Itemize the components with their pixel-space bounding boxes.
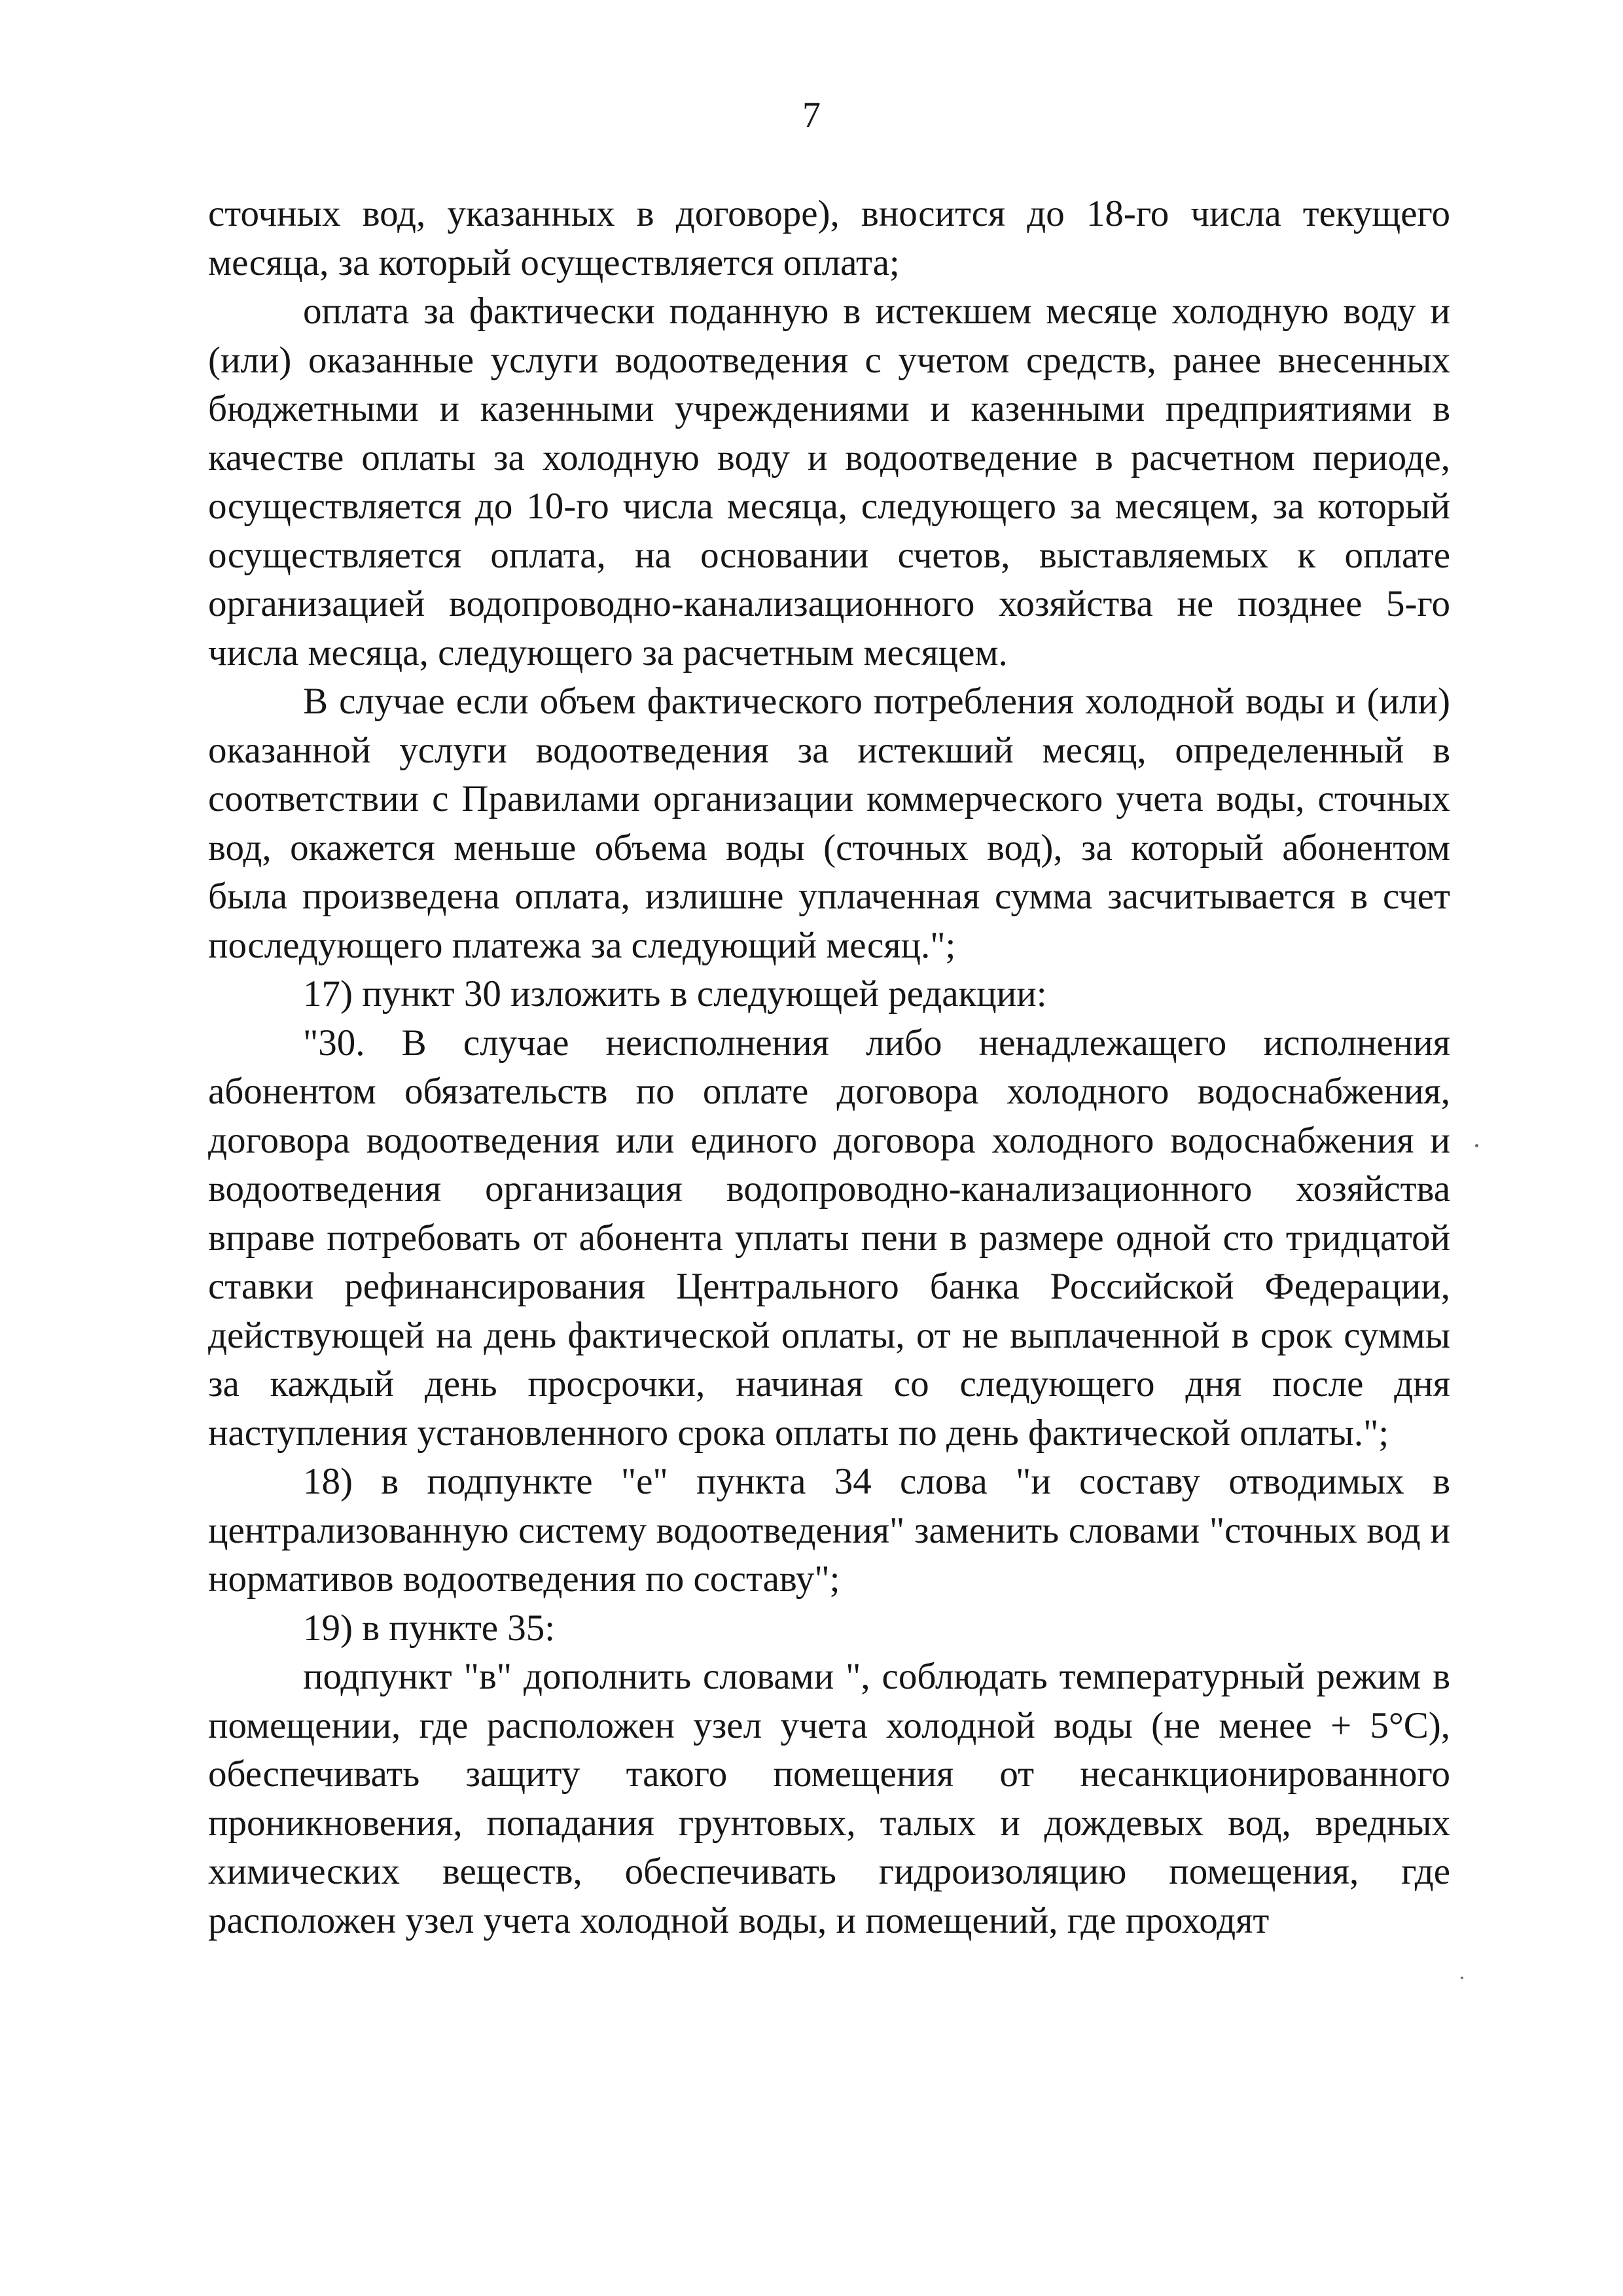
paragraph-item-17: 17) пункт 30 изложить в следующей редакции:: [303, 973, 1047, 1014]
page-number: 7: [802, 95, 821, 135]
paragraph-item-18: 18) в подпункте "е" пункта 34 слова "и составу отводимых в централизованную систему водоотведения" заменить словами "сточных вод и нормативов водоотведения по составу";: [208, 1461, 1450, 1600]
paragraph-clause-30: "30. В случае неисполнения либо ненадлежащего исполнения абонентом обязательств по оплате договора холодного водоснабжения, договора водоотведения или единого договора холодного водоснабжения и водоотведения организация водопроводно-канализационного хозяйства вправе потребовать от абонента уплаты пени в размере одной сто тридцатой ставки рефинансирования Центрального банка Российской Федерации, действующей на день фактической оплаты, от не выплаченной в срок суммы за каждый день просрочки, начиная со следующего дня после дня наступления установленного срока оплаты по день фактической оплаты.";: [208, 1022, 1450, 1454]
scan-speck: [1461, 1977, 1463, 1979]
paragraph-subclause-v: подпункт "в" дополнить словами ", соблюдать температурный режим в помещении, где расположен узел учета холодной воды (не менее + 5°С), обеспечивать защиту такого помещения от несанкционированного проникновения, попадания грунтовых, талых и дождевых вод, вредных химических веществ, обеспечивать гидроизоляцию помещения, где расположен узел учета холодной воды, и помещений, где проходят: [208, 1656, 1450, 1941]
scan-speck: [1475, 1144, 1478, 1147]
paragraph-overpayment: В случае если объем фактического потребления холодной воды и (или) оказанной услуги водоотведения за истекший месяц, определенный в соответствии с Правилами организации коммерческого учета воды, сточных вод, окажется меньше объема воды (сточных вод), за который абонентом была произведена оплата, излишне уплаченная сумма засчитывается в счет последующего платежа за следующий месяц.";: [208, 681, 1450, 966]
document-body: [208, 190, 1450, 1945]
paragraph-actual-payment: оплата за фактически поданную в истекшем месяце холодную воду и (или) оказанные услуги водоотведения с учетом средств, ранее внесенных бюджетными и казенными учреждениями и казенными предприятиями в качестве оплаты за холодную воду и водоотведение в расчетном периоде, осуществляется до 10-го числа месяца, следующего за месяцем, за который осуществляется оплата, на основании счетов, выставляемых к оплате организацией водопроводно-канализационного хозяйства не позднее 5-го числа месяца, следующего за расчетным месяцем.: [208, 291, 1450, 673]
paragraph-item-19: 19) в пункте 35:: [303, 1607, 556, 1649]
paragraph-payment-deadline: сточных вод, указанных в договоре), вносится до 18-го числа текущего месяца, за который осуществляется оплата;: [208, 193, 1450, 283]
